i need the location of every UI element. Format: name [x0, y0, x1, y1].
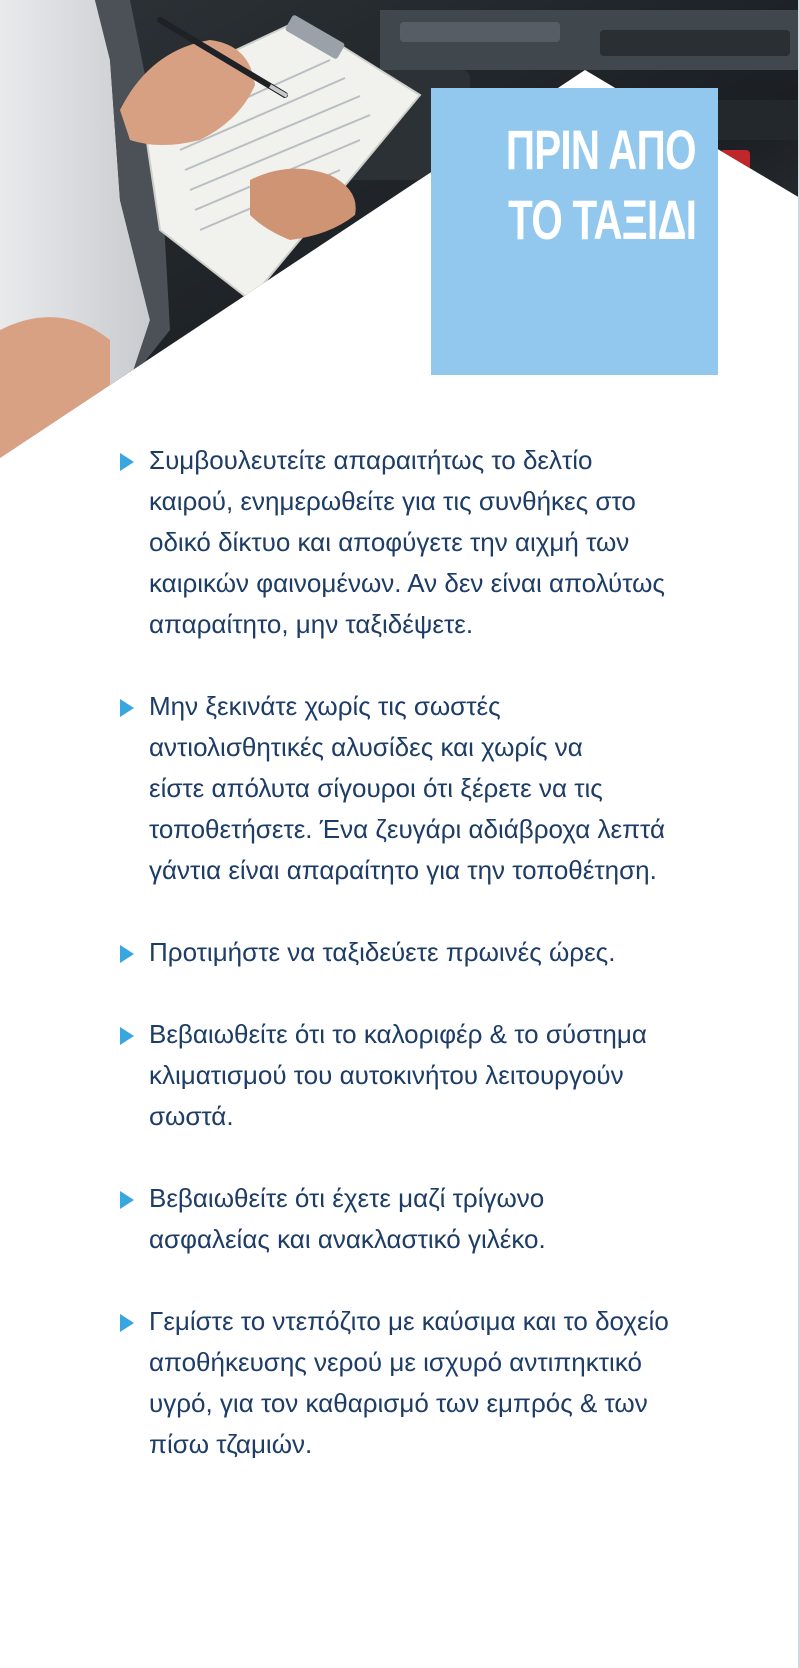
page-title-line-2: ΤΟ ΤΑΞΙΔΙ: [507, 188, 696, 251]
tip-item: [120, 1178, 760, 1260]
tip-item: [120, 686, 760, 891]
tip-item: [120, 1014, 760, 1137]
arrow-bullet-icon: [120, 453, 134, 471]
arrow-bullet-icon: [120, 699, 134, 717]
tip-item: [120, 1301, 760, 1465]
tips-list: [120, 440, 760, 1465]
tip-text: Προτιμήστε να ταξιδεύετε πρωινές ώρες.: [149, 937, 616, 967]
arrow-bullet-icon: [120, 1027, 134, 1045]
tip-text: Βεβαιωθείτε ότι το καλοριφέρ & το σύστημα κλιματισμού του αυτοκινήτου λειτουργούν σωστά.: [149, 1019, 647, 1131]
arrow-bullet-icon: [120, 1191, 134, 1209]
arrow-bullet-icon: [120, 945, 134, 963]
tip-text: Βεβαιωθείτε ότι έχετε μαζί τρίγωνο ασφαλείας και ανακλαστικό γιλέκο.: [149, 1183, 546, 1254]
tip-text: Μην ξεκινάτε χωρίς τις σωστές αντιολισθητικές αλυσίδες και χωρίς να είστε απόλυτα σίγουροι ότι ξέρετε να τις τοποθετήσετε. Ένα ζευγάρι αδιάβροχα λεπτά γάντια είναι απαραίτητο για την τοποθέτηση.: [149, 691, 665, 885]
tip-text: Συμβουλευτείτε απαραιτήτως το δελτίο καιρού, ενημερωθείτε για τις συνθήκες στο οδικό δίκτυο και αποφύγετε την αιχμή των καιρικών φαινομένων. Αν δεν είναι απολύτως απαραίτητο, μην ταξιδέψετε.: [149, 445, 665, 639]
arrow-bullet-icon: [120, 1314, 134, 1332]
tip-item: [120, 932, 760, 973]
title-box: [431, 88, 718, 375]
tip-text: Γεμίστε το ντεπόζιτο με καύσιμα και το δοχείο αποθήκευσης νερού με ισχυρό αντιπηκτικό υγρό, για τον καθαρισμό των εμπρός & των πίσω τζαμιών.: [149, 1306, 669, 1459]
tip-item: [120, 440, 760, 645]
page-title-line-1: ΠΡΙΝ ΑΠΟ: [506, 118, 696, 181]
